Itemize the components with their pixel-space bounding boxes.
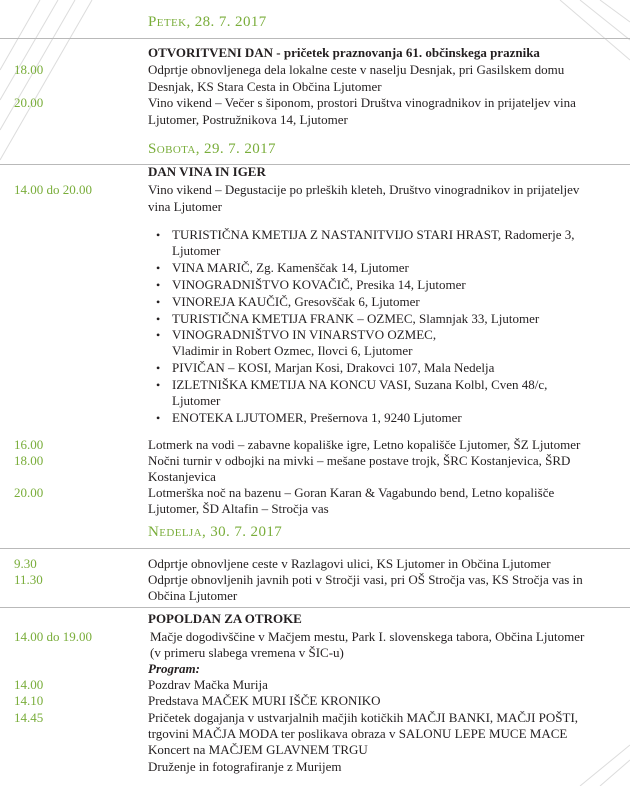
bullet-icon: • <box>156 328 161 342</box>
saturday-heading: DAN VINA IN IGER <box>148 164 266 179</box>
event-time: 20.00 <box>14 95 44 110</box>
kids-heading: POPOLDAN ZA OTROKE <box>148 611 302 626</box>
event-text: Vino vikend – Degustacije po prleških kleteh, Društvo vinogradnikov in prijateljev <box>148 182 580 197</box>
event-text: Odprtje obnovljene ceste v Razlagovi ulici, KS Ljutomer in Občina Ljutomer <box>148 556 551 571</box>
divider <box>0 164 630 165</box>
venue-item: VINA MARIČ, Zg. Kamenščak 14, Ljutomer <box>172 260 409 275</box>
event-text: Druženje in fotografiranje z Murijem <box>148 759 342 774</box>
divider <box>0 38 630 39</box>
event-text: Nočni turnir v odbojki na mivki – mešane postave trojk, ŠRC Kostanjevica, ŠRD <box>148 453 571 468</box>
venue-item: TURISTIČNA KMETIJA FRANK – OZMEC, Slamnjak 33, Ljutomer <box>172 311 540 326</box>
venue-item: VINOGRADNIŠTVO IN VINARSTVO OZMEC, <box>172 327 437 342</box>
friday-heading: OTVORITVENI DAN - pričetek praznovanja 61. občinskega praznika <box>148 45 540 60</box>
event-text: Ljutomer, ŠD Altafin – Stročja vas <box>148 501 329 516</box>
event-time: 14.00 do 19.00 <box>14 629 92 644</box>
event-time: 11.30 <box>14 572 43 587</box>
event-time: 20.00 <box>14 485 44 500</box>
event-text: Lotmerška noč na bazenu – Goran Karan & Vagabundo bend, Letno kopališče <box>148 485 555 500</box>
event-text: Predstava MAČEK MURI IŠČE KRONIKO <box>148 693 381 708</box>
event-text: Vino vikend – Večer s šiponom, prostori Društva vinogradnikov in prijateljev vina <box>148 95 576 110</box>
venue-item: VINOGRADNIŠTVO KOVAČIČ, Presika 14, Ljutomer <box>172 277 466 292</box>
event-text: Pozdrav Mačka Murija <box>148 677 268 692</box>
event-time: 18.00 <box>14 453 44 468</box>
event-text: Mačje dogodivščine v Mačjem mestu, Park I. slovenskega tabora, Občina Ljutomer <box>150 629 585 644</box>
bullet-icon: • <box>156 278 161 292</box>
event-text: Kostanjevica <box>148 469 216 484</box>
event-text: Koncert na MAČJEM GLAVNEM TRGU <box>148 742 368 757</box>
divider <box>0 607 630 608</box>
event-text: trgovini MAČJA MODA ter poslikava obraza v SALONU LEPE MUCE MACE <box>148 726 568 741</box>
bullet-icon: • <box>156 361 161 375</box>
event-text: Ljutomer, Postružnikova 14, Ljutomer <box>148 112 348 127</box>
event-time: 14.10 <box>14 693 44 708</box>
venue-item: Vladimir in Robert Ozmec, Ilovci 6, Ljutomer <box>172 343 413 358</box>
venue-item: Ljutomer <box>172 393 221 408</box>
program-label: Program: <box>148 661 200 676</box>
event-time: 16.00 <box>14 437 44 452</box>
venue-item: IZLETNIŠKA KMETIJA NA KONCU VASI, Suzana Kolbl, Cven 48/c, <box>172 377 548 392</box>
day-title-friday: Petek, 28. 7. 2017 <box>148 14 267 30</box>
event-text: (v primeru slabega vremena v ŠIC-u) <box>150 645 344 660</box>
bullet-icon: • <box>156 228 161 242</box>
event-text: Pričetek dogajanja v ustvarjalnih mačjih kotičkih MAČJI BANKI, MAČJI POŠTI, <box>148 710 579 725</box>
event-time: 9.30 <box>14 556 37 571</box>
day-title-sunday: Nedelja, 30. 7. 2017 <box>148 524 283 540</box>
event-time: 18.00 <box>14 62 44 77</box>
day-title-saturday: Sobota, 29. 7. 2017 <box>148 141 276 157</box>
venue-item: Ljutomer <box>172 243 221 258</box>
event-time: 14.00 do 20.00 <box>14 182 92 197</box>
event-text: Odprtje obnovljenega dela lokalne ceste v naselju Desnjak, pri Gasilskem domu <box>148 62 565 77</box>
event-time: 14.00 <box>14 677 44 692</box>
event-text: Lotmerk na vodi – zabavne kopališke igre, Letno kopališče Ljutomer, ŠZ Ljutomer <box>148 437 581 452</box>
divider <box>0 548 630 549</box>
bullet-icon: • <box>156 411 161 425</box>
venue-item: PIVIČAN – KOSI, Marjan Kosi, Drakovci 107, Mala Nedelja <box>172 360 495 375</box>
event-text: Desnjak, KS Stara Cesta in Občina Ljutomer <box>148 79 382 94</box>
venue-item: VINOREJA KAUČIČ, Gresovščak 6, Ljutomer <box>172 294 420 309</box>
bullet-icon: • <box>156 378 161 392</box>
bullet-icon: • <box>156 312 161 326</box>
venue-item: TURISTIČNA KMETIJA Z NASTANITVIJO STARI HRAST, Radomerje 3, <box>172 227 575 242</box>
bullet-icon: • <box>156 295 161 309</box>
bullet-icon: • <box>156 261 161 275</box>
event-time: 14.45 <box>14 710 44 725</box>
venue-item: ENOTEKA LJUTOMER, Prešernova 1, 9240 Ljutomer <box>172 410 462 425</box>
event-text: vina Ljutomer <box>148 199 223 214</box>
event-text: Odprtje obnovljenih javnih poti v Stročji vasi, pri OŠ Stročja vas, KS Stročja vas in <box>148 572 583 587</box>
event-text: Občina Ljutomer <box>148 588 238 603</box>
